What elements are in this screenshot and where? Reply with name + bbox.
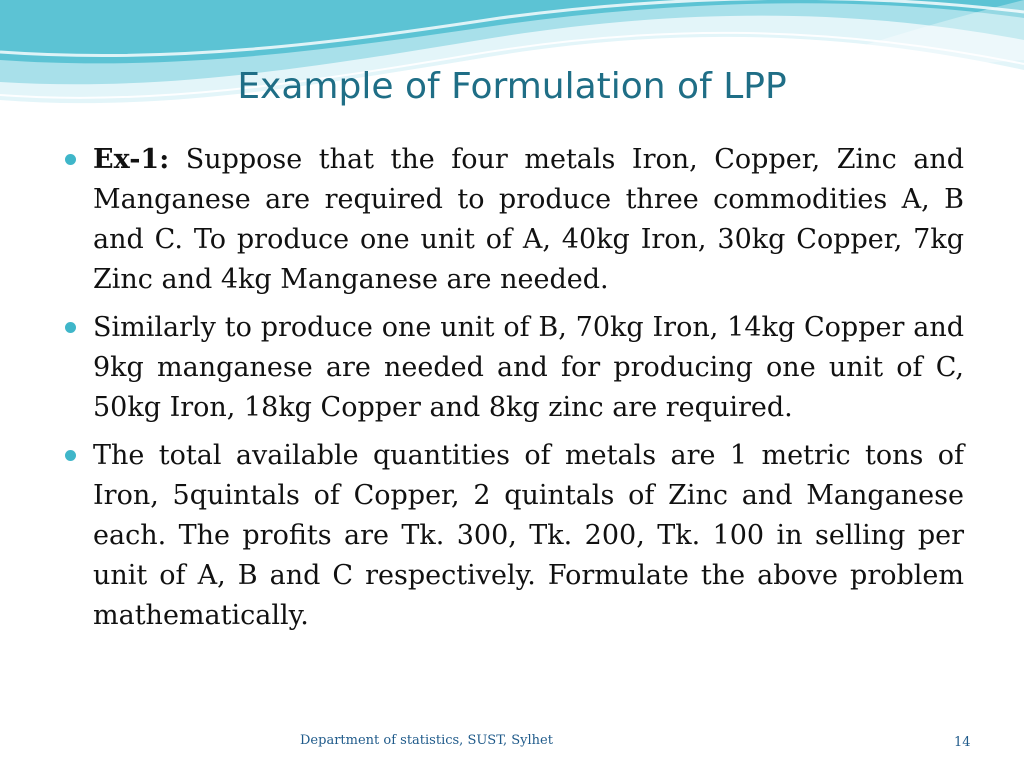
bullet-text: Suppose that the four metals Iron, Copper, Zinc and Manganese are required to produce three commodities A, B and C. To produce one unit of A, 40kg Iron, 30kg Copper, 7kg Zinc and 4kg Manganese are needed. bbox=[93, 144, 964, 295]
bullet-item bbox=[60, 308, 964, 428]
page-number: 14 bbox=[954, 735, 971, 750]
bullet-lead: Ex-1: bbox=[93, 144, 170, 175]
bullet-item bbox=[60, 140, 964, 300]
bullet-text: Similarly to produce one unit of B, 70kg Iron, 14kg Copper and 9kg manganese are needed and for producing one unit of C, 50kg Iron, 18kg Copper and 8kg zinc are required. bbox=[93, 312, 964, 423]
bullet-list bbox=[60, 140, 964, 644]
bullet-dot-icon bbox=[65, 450, 76, 461]
bullet-dot-icon bbox=[65, 154, 76, 165]
bullet-item bbox=[60, 436, 964, 636]
slide-footer: Department of statistics, SUST, Sylhet bbox=[300, 733, 553, 748]
bullet-text: The total available quantities of metals are 1 metric tons of Iron, 5quintals of Copper, 2 quintals of Zinc and Manganese each. The profits are Tk. 300, Tk. 200, Tk. 100 in selling per unit of A, B and C respectively. Formulate the above problem mathematically. bbox=[93, 440, 964, 631]
bullet-dot-icon bbox=[65, 322, 76, 333]
slide-title: Example of Formulation of LPP bbox=[237, 66, 787, 107]
